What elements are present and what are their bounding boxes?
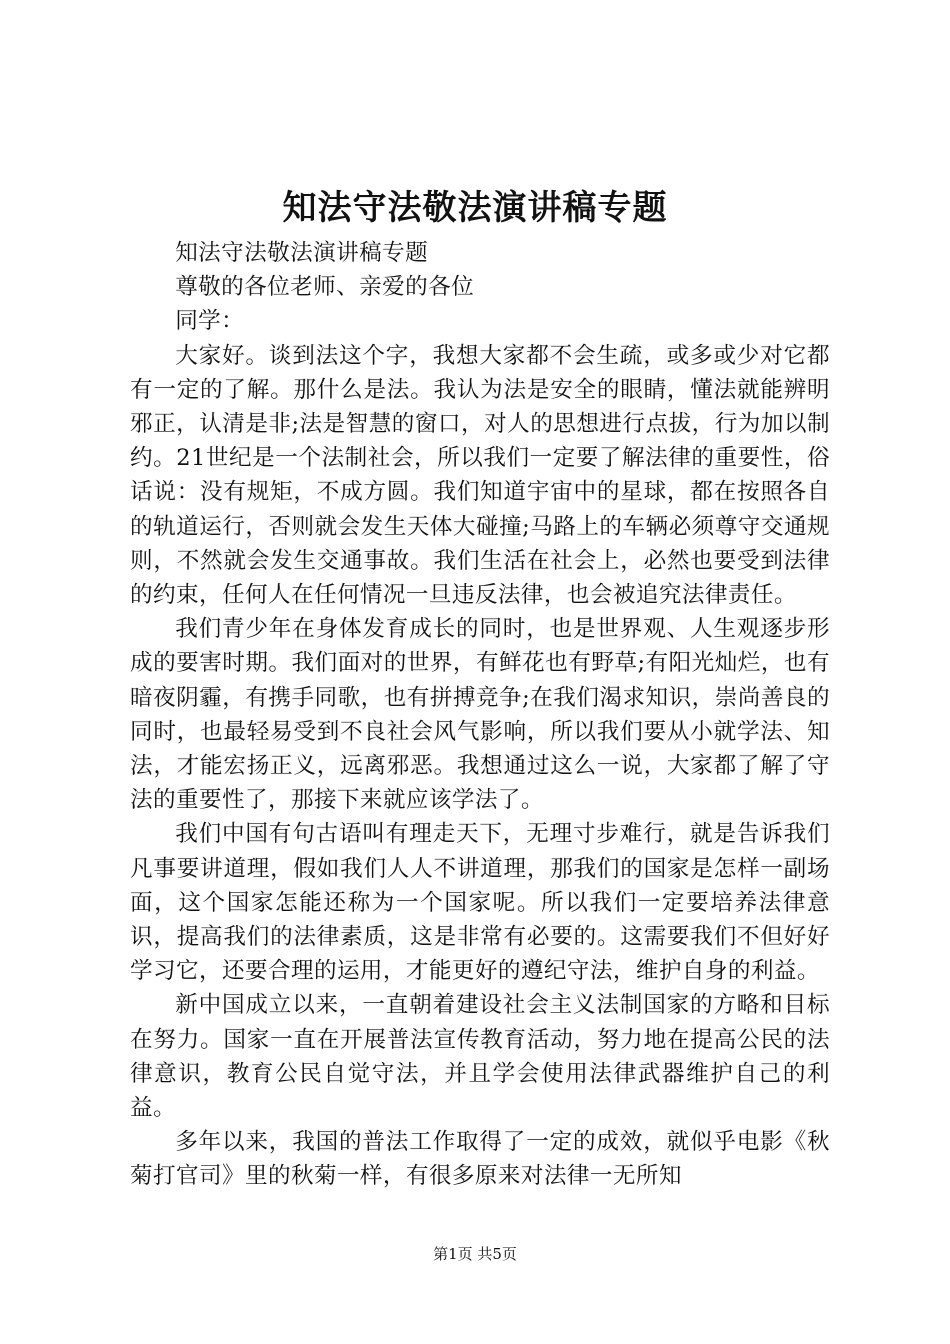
salutation-line-continued: 同学： (175, 308, 245, 335)
document-body (130, 236, 830, 1194)
page-title: 知法守法敬法演讲稿专题 (282, 188, 668, 228)
paragraph: 大家好。谈到法这个字，我想大家都不会生疏，或多或少对它都有一定的了解。那什么是法。我认为法是安全的眼睛，懂法就能辨明邪正，认清是非;法是智慧的窗口，对人的思想进行点拔，行为加以制约。21世纪是一个法制社会，所以我们一定要了解法律的重要性，俗话说：没有规矩，不成方圆。我们知道宇宙中的星球，都在按照各自的轨道运行，否则就会发生天体大碰撞;马路上的车辆必须尊守交通规则，不然就会发生交通事故。我们生活在社会上，必然也要受到法律的约束，任何人在任何情况一旦违反法律，也会被追究法律责任。 (130, 342, 830, 609)
page-number-footer: 第1页 共5页 (433, 1245, 517, 1263)
paragraph: 我们青少年在身体发育成长的同时，也是世界观、人生观逐步形成的要害时期。我们面对的世界，有鲜花也有野草;有阳光灿烂，也有暗夜阴霾，有携手同歌，也有拼搏竞争;在我们渴求知识，崇尚善良的同时，也最轻易受到不良社会风气影响，所以我们要从小就学法、知法，才能宏扬正义，远离邪恶。我想通过这么一说，大家都了解了守法的重要性了，那接下来就应该学法了。 (130, 616, 830, 814)
salutation-line: 尊敬的各位老师、亲爱的各位 (175, 274, 475, 301)
paragraph: 新中国成立以来，一直朝着建设社会主义法制国家的方略和目标在努力。国家一直在开展普法宣传教育活动，努力地在提高公民的法律意识，教育公民自觉守法，并且学会使用法律武器维护自己的利益。 (130, 992, 830, 1122)
paragraph: 多年以来，我国的普法工作取得了一定的成效，就似乎电影《秋菊打官司》里的秋菊一样，有很多原来对法律一无所知 (130, 1129, 830, 1190)
paragraph: 我们中国有句古语叫有理走天下，无理寸步难行，就是告诉我们凡事要讲道理，假如我们人人不讲道理，那我们的国家是怎样一副场面，这个国家怎能还称为一个国家呢。所以我们一定要培养法律意识，提高我们的法律素质，这是非常有必要的。这需要我们不但好好学习它，还要合理的运用，才能更好的遵纪守法，维护自身的利益。 (130, 821, 830, 985)
subtitle-line: 知法守法敬法演讲稿专题 (175, 240, 429, 266)
